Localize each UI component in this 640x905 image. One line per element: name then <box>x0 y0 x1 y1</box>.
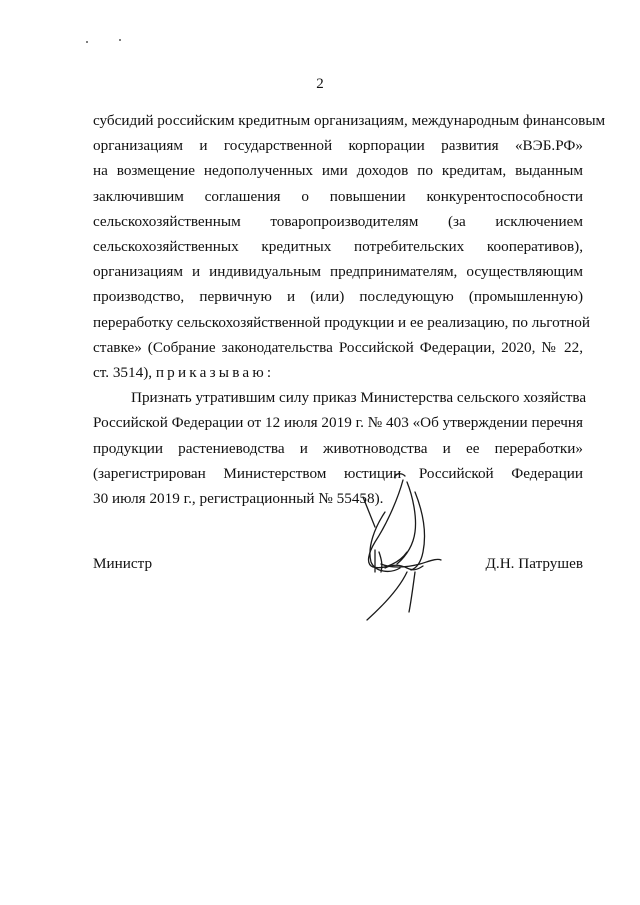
signatory-name: Д.Н. Патрушев <box>485 555 583 572</box>
text-line: Признать утратившим силу приказ Министерства сельского хозяйства <box>131 389 587 407</box>
text-line: продукции растениеводства и животноводства и ее переработки» <box>93 439 583 457</box>
text-line: организациям и индивидуальным предпринимателям, осуществляющим <box>93 263 583 281</box>
paragraph-decision <box>93 385 587 511</box>
text-line: организациям и государственной корпорации развития «ВЭБ.РФ» <box>93 137 583 155</box>
text-line: ставке» (Собрание законодательства Российской Федерации, 2020, № 22, <box>93 338 583 356</box>
document-body <box>93 108 606 511</box>
text-line: сельскохозяйственным товаропроизводителям (за исключением <box>93 212 583 230</box>
text-line: заключившим соглашения о повышении конкурентоспособности <box>93 187 583 205</box>
order-word: приказываю: <box>155 364 275 382</box>
handwritten-signature <box>345 472 455 622</box>
text-line: производство, первичную и (или) последующую (промышленную) <box>93 288 583 306</box>
text-line: на возмещение недополученных ими доходов по кредитам, выданным <box>93 162 583 180</box>
page-number: 2 <box>316 76 324 92</box>
text-line-order <box>93 360 583 385</box>
citation-fragment: ст. 3514), <box>93 364 153 382</box>
text-line: сельскохозяйственных кредитных потребительских кооперативов), <box>93 238 583 256</box>
signatory-title: Министр <box>93 555 153 572</box>
text-line: 30 июля 2019 г., регистрационный № 55458). <box>93 490 384 508</box>
text-line: (зарегистрирован Министерством юстиции Российской Федерации <box>93 464 583 482</box>
paragraph-basis <box>93 108 606 385</box>
text-line: переработку сельскохозяйственной продукции и ее реализацию, по льготной <box>93 313 591 331</box>
text-line: субсидий российским кредитным организациям, международным финансовым <box>93 112 606 129</box>
text-line: Российской Федерации от 12 июля 2019 г. № 403 «Об утверждении перечня <box>93 414 584 432</box>
